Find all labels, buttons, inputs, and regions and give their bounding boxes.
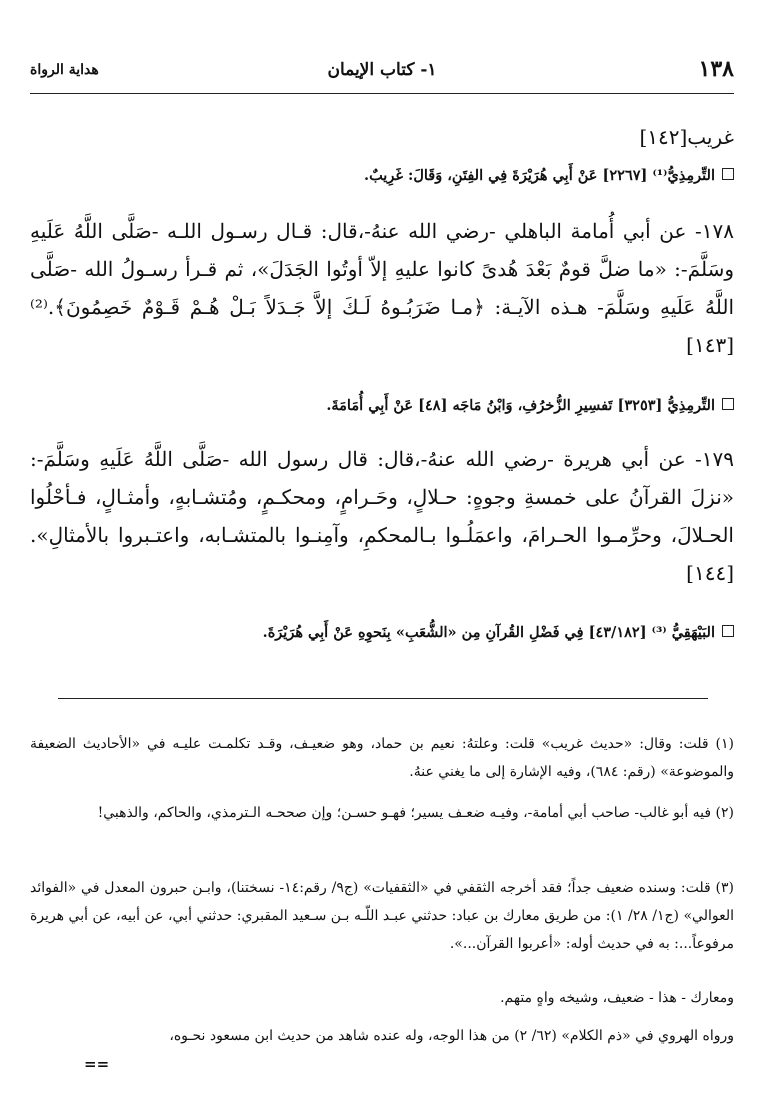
source-text: البَيْهَقِيُّ ⁽³⁾ [٤٣/١٨٢] فِي فَضْلِ القُرآنِ مِن «الشُّعَبِ» بِنَحوِهِ عَنْ أَبِي هُرَيْرَةَ. bbox=[262, 624, 715, 641]
footnote-1: (١) قلت: وقال: «حديث غريب» قلت: وعلتهُ: نعيم بن حماد، وهو ضعيـف، وقـد تكلمـت عليـه في «الأحاديث الضعيفة والموضوعة» (رقم: ٦٨٤)، وفيه الإشارة إلى ما يغني عنهُ. bbox=[30, 736, 734, 780]
footnote-3-cont-2: ورواه الهروي في «ذم الكلام» (٦٢/ ٢) من هذا الوجه، وله عنده شاهد من حديث ابن مسعود نحـوه، bbox=[169, 1028, 734, 1044]
page-number: ١٣٨ bbox=[698, 56, 734, 82]
header-rule bbox=[30, 93, 734, 94]
footnote-separator bbox=[58, 698, 708, 699]
checkbox-square-icon bbox=[722, 398, 734, 410]
chapter-title: ١- كتاب الإيمان bbox=[327, 60, 437, 80]
hadith-179-text: ١٧٩- عن أبي هريرة -رضي الله عنهُ-،قال: قال رسول الله -صَلَّى اللَّهُ عَلَيهِ وسَلَّمَ-: «نزلَ القرآنُ على خمسةِ وجوهٍ: حـلالٍ، وحَـرامٍ، ومحكـمٍ، ومُتشـابهٍ، وأمثـالٍ، فـأحْلُوا الحـلالَ، وحرِّمـوا الحـرامَ، واعمَلُـوا بـالمحكمِ، وآمِنـوا بالمتشـابه، واعتـبروا بالأمثالِ».[١٤٤] bbox=[30, 447, 734, 585]
checkbox-square-icon bbox=[722, 625, 734, 637]
hadith-179-source bbox=[30, 620, 734, 646]
continuation-text: غريب[١٤٢] bbox=[639, 125, 734, 149]
hadith-178-source bbox=[30, 393, 734, 419]
hadith-178-text: ١٧٨- عن أبي أُمامة الباهلي -رضي الله عنهُ-،قال: قـال رسـول اللـه -صَلَّى اللَّهُ عَلَيهِ وسَلَّمَ-: «ما ضلَّ قومٌ بَعْدَ هُدىً كانوا عليهِ إلاّ أوتُوا الجَدَلَ»، ثم قـرأ رسـولُ الله -صَلَّى اللَّهُ عَلَيهِ وسَلَّمَ- هـذه الآيـة: ﴿مـا ضَرَبُـوهُ لَـكَ إلاَّ جَـدَلاً بَـلْ هُـمْ قَـوْمٌ خَصِمُونَ﴾.⁽²⁾ [١٤٣] bbox=[30, 219, 734, 357]
book-title: هداية الرواة bbox=[30, 62, 99, 78]
footnote-3: (٣) قلت: وسنده ضعيف جداً؛ فقد أخرجه الثقفي في «الثقفيات» (ج٩/ رقم:١٤- نسختنا)، وابـن حبرون المعدل في «الفوائد العوالي» (ج١/ ٢٨/ ١): من طريق معارك بن عباد: حدثني عبـد اللّـه بـن سـعيد المقبري: حدثني أبي، عن أبيه، عن أبي هريرة مرفوعاً...: به في حديث أوله: «أعربوا القرآن...». bbox=[30, 880, 735, 952]
footnote-3-cont-1: ومعارك - هذا - ضعيف، وشيخه واهٍ متهم. bbox=[500, 990, 734, 1006]
source-text: التِّرمِذِيُّ [٣٢٥٣] تَفسِيرِ الزُّخرُفِ، وَابْنُ مَاجَه [٤٨] عَنْ أَبِي أُمَامَةَ. bbox=[326, 397, 715, 414]
checkbox-square-icon bbox=[722, 168, 734, 180]
source-text: التِّرمِذِيُّ⁽¹⁾ [٢٢٦٧] عَنْ أَبِي هُرَيْرَةَ فِي الفِتَنِ، وَقَالَ: غَرِيبٌ. bbox=[364, 167, 715, 184]
page-header bbox=[30, 56, 734, 94]
footnote-2: (٢) فيه أبو غالب- صاحب أبي أمامة-، وفيـه ضعـف يسير؛ فهـو حسـن؛ وإن صححـه الـترمذي، والحاكم، والذهبي! bbox=[97, 805, 734, 821]
continuation-mark: == bbox=[84, 1055, 110, 1073]
continuation-source bbox=[30, 163, 734, 189]
